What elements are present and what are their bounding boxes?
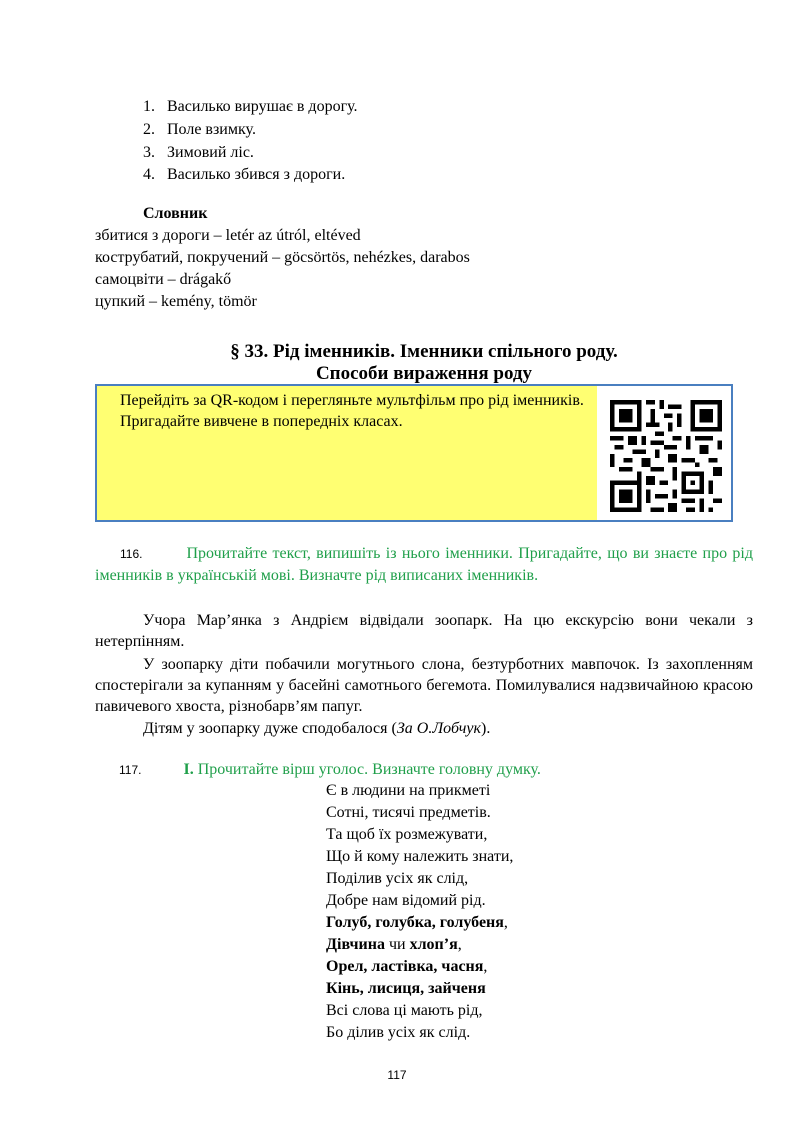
poem-line: Що й кому належить знати, [326,848,514,865]
section-title-line2: Способи вираження роду [315,363,533,384]
page-number: 117 [387,1068,407,1082]
exercise-117-task: 117. І. Прочитайте вірш уголос. Визначте головну думку. [119,761,541,778]
poem-line: Добре нам відомий рід. [326,892,486,909]
exercise-116-paragraph-last: Дітям у зоопарку дуже сподобалося (За О.Лобчук). [143,720,491,737]
outline-item: 4. Василько збився з дороги. [143,166,346,183]
poem-line: Всі слова ці мають рід, [326,1002,483,1019]
exercise-116-task: 116. Прочитайте текст, випишіть із нього іменники. Пригадайте, що ви знаєте про рід іменників в українській мові. Визначте рід виписаних іменників. [95,545,753,584]
exercise-116-number: 116. [120,547,143,561]
vocabulary-line: збитися з дороги – letér az útról, eltéved [95,227,361,244]
vocabulary-line: самоцвіти – drágakő [95,271,232,288]
qr-code-icon[interactable] [610,400,722,512]
vocabulary-line: цупкий – kemény, tömör [95,293,257,310]
poem-line: Та щоб їх розмежувати, [326,826,488,843]
outline-item: 3. Зимовий ліс. [143,144,254,161]
exercise-116-paragraph: Учора Мар’янка з Андрієм відвідали зоопарк. На цю екскурсію вони чекали з нетерпінням. [95,612,753,650]
poem-line: Орел, ластівка, часня, [326,958,488,975]
poem-line: Дівчина чи хлоп’я, [326,936,462,953]
poem-line: Голуб, голубка, голубеня, [326,914,508,931]
poem-line: Поділив усіх як слід, [326,870,469,887]
vocabulary-line: кострубатий, покручений – göcsörtös, nehézkes, darabos [95,249,470,266]
outline-item: 2. Поле взимку. [143,121,256,138]
poem-line: Є в людини на прикметі [326,782,491,799]
qr-note-text: Перейдіть за QR-кодом і перегляньте мультфільм про рід іменників. Пригадайте вивчене в попередніх класах. [120,392,584,430]
poem-line: Сотні, тисячі предметів. [326,804,491,821]
poem-line: Кінь, лисиця, зайченя [326,980,486,997]
vocabulary-title: Словник [143,205,208,222]
section-title-line1: § 33. Рід іменників. Іменники спільного роду. [230,341,618,362]
poem-line: Бо ділив усіх як слід. [326,1024,471,1041]
qr-note-box [95,384,733,522]
exercise-116-paragraph: У зоопарку діти побачили могутнього слона, безтурботних мавпочок. Із захопленням спостерігали за купанням у басейні самотнього бегемота. Помилувалися надзвичайною красою павичевого хвоста, різнобарв’ям папуг. [95,656,753,715]
exercise-117-number: 117. [119,763,142,777]
outline-item: 1. Василько вирушає в дорогу. [143,98,358,115]
